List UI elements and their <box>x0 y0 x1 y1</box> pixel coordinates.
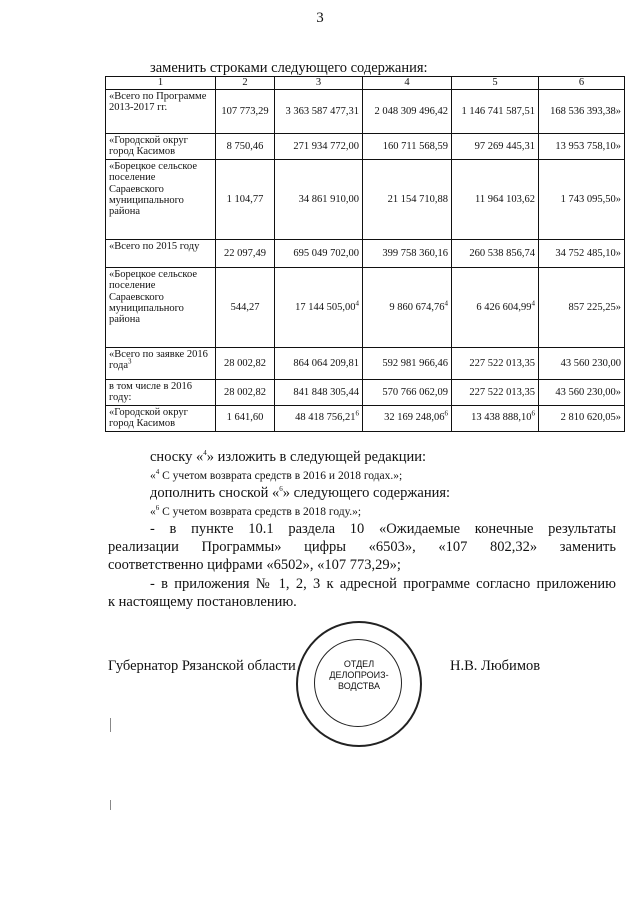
cell-value: 8 750,46 <box>216 134 275 160</box>
cell-value: 13 438 888,10$^6$ <box>452 405 539 431</box>
cell-value: 2 810 620,05» <box>539 405 625 431</box>
cell-value: 28 002,82 <box>216 347 275 379</box>
row-label: «Всего по 2015 году <box>106 239 216 267</box>
cell-value: 21 154 710,88 <box>363 159 452 239</box>
cell-value: 695 049 702,00 <box>275 239 363 267</box>
appendix-line2: к настоящему постановлению. <box>108 594 297 610</box>
column-header: 3 <box>275 77 363 90</box>
cell-value: 227 522 013,35 <box>452 347 539 379</box>
column-header: 4 <box>363 77 452 90</box>
table-row <box>106 379 625 405</box>
signature-title: Губернатор Рязанской области <box>108 658 296 674</box>
cell-value: 43 560 230,00» <box>539 379 625 405</box>
row-label: «Борецкое сельское поселение Сараевского муниципального района <box>106 159 216 239</box>
budget-table <box>105 76 625 432</box>
cell-value: 32 169 248,06$^6$ <box>363 405 452 431</box>
table-body <box>106 90 625 432</box>
cell-value: 34 752 485,10» <box>539 239 625 267</box>
cell-value: 227 522 013,35 <box>452 379 539 405</box>
cell-value: 841 848 305,44 <box>275 379 363 405</box>
table-row <box>106 347 625 379</box>
cell-value: 107 773,29 <box>216 90 275 134</box>
cell-value: 544,27 <box>216 267 275 347</box>
cell-value: 864 064 209,81 <box>275 347 363 379</box>
cell-value: 34 861 910,00 <box>275 159 363 239</box>
cell-value: 160 711 568,59 <box>363 134 452 160</box>
footnote-6-text: «$^6$ С учетом возврата средств в 2018 году.»; <box>150 504 362 518</box>
cell-value: 168 536 393,38» <box>539 90 625 134</box>
cell-value: 1 641,60 <box>216 405 275 431</box>
cell-value: 592 981 966,46 <box>363 347 452 379</box>
cell-value: 260 538 856,74 <box>452 239 539 267</box>
cell-value: 17 144 505,00$^4$ <box>275 267 363 347</box>
intro-text: заменить строками следующего содержания: <box>150 60 428 76</box>
cell-value: 1 104,77 <box>216 159 275 239</box>
cell-value: 1 743 095,50» <box>539 159 625 239</box>
item-10-1-line1: - в пункте 10.1 раздела 10 «Ожидаемые конечные результаты <box>150 521 616 537</box>
cell-value: 13 953 758,10» <box>539 134 625 160</box>
cell-value: 570 766 062,09 <box>363 379 452 405</box>
cell-value: 11 964 103,62 <box>452 159 539 239</box>
table-header-row <box>106 77 625 90</box>
table-row <box>106 159 625 239</box>
row-label: «Городской округ город Касимов <box>106 134 216 160</box>
cell-value: 2 048 309 496,42 <box>363 90 452 134</box>
row-label: «Всего по Программе 2013-2017 гг. <box>106 90 216 134</box>
cell-value: 97 269 445,31 <box>452 134 539 160</box>
official-stamp <box>296 621 422 747</box>
table-row <box>106 405 625 431</box>
column-header: 5 <box>452 77 539 90</box>
footnote-4-text: «$^4$ С учетом возврата средств в 2016 и 2018 годах.»; <box>150 468 403 482</box>
item-10-1-line2: реализации Программы» цифры «6503», «107 802,32» заменить <box>108 539 616 555</box>
cell-value: 857 225,25» <box>539 267 625 347</box>
row-label: в том числе в 2016 году: <box>106 379 216 405</box>
cell-value: 43 560 230,00 <box>539 347 625 379</box>
footnote-6-instruction: дополнить сноской «$^6$» следующего содержания: <box>150 485 451 501</box>
row-label: «Городской округ город Касимов <box>106 405 216 431</box>
scan-mark <box>110 718 111 732</box>
table-row <box>106 90 625 134</box>
appendix-line1: - в приложения № 1, 2, 3 к адресной программе согласно приложению <box>150 576 616 592</box>
column-header: 1 <box>106 77 216 90</box>
table-row <box>106 267 625 347</box>
cell-value: 1 146 741 587,51 <box>452 90 539 134</box>
cell-value: 22 097,49 <box>216 239 275 267</box>
footnote-4-instruction: сноску «$^4$» изложить в следующей редакции: <box>150 449 427 465</box>
table-row <box>106 239 625 267</box>
cell-value: 9 860 674,76$^4$ <box>363 267 452 347</box>
table-row <box>106 134 625 160</box>
cell-value: 3 363 587 477,31 <box>275 90 363 134</box>
row-label: «Борецкое сельское поселение Сараевского муниципального района <box>106 267 216 347</box>
cell-value: 271 934 772,00 <box>275 134 363 160</box>
column-header: 6 <box>539 77 625 90</box>
row-label: «Всего по заявке 2016 года$^3$ <box>106 347 216 379</box>
cell-value: 48 418 756,21$^6$ <box>275 405 363 431</box>
cell-value: 28 002,82 <box>216 379 275 405</box>
column-header: 2 <box>216 77 275 90</box>
cell-value: 399 758 360,16 <box>363 239 452 267</box>
stamp-center-text: ОТДЕЛ ДЕЛОПРОИЗ- ВОДСТВА <box>329 659 389 691</box>
cell-value: 6 426 604,99$^4$ <box>452 267 539 347</box>
scan-mark <box>110 800 111 810</box>
page-number: 3 <box>316 10 324 26</box>
signature-name: Н.В. Любимов <box>450 658 541 674</box>
item-10-1-line3: соответственно цифрами «6502», «107 773,29»; <box>108 557 401 573</box>
